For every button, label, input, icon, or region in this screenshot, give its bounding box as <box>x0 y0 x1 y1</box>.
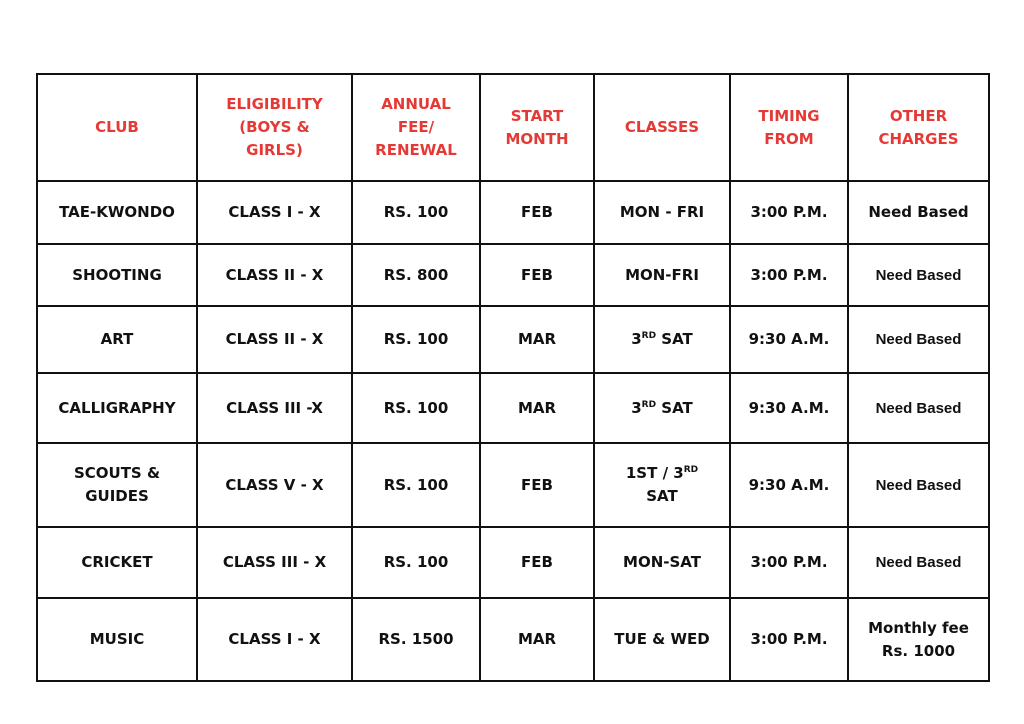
table-row <box>37 443 989 527</box>
start-month-cell: FEB <box>480 181 594 244</box>
header-start-month: START MONTH <box>480 74 594 181</box>
timing-cell: 3:00 P.M. <box>730 181 848 244</box>
fee-cell: RS. 100 <box>352 306 480 373</box>
timing-cell: 3:00 P.M. <box>730 527 848 598</box>
club-cell: SCOUTS & GUIDES <box>37 443 197 527</box>
eligibility-cell: CLASS III -X <box>197 373 352 443</box>
header-classes: CLASSES <box>594 74 730 181</box>
table-row <box>37 244 989 306</box>
header-row <box>37 74 989 181</box>
start-month-cell: FEB <box>480 443 594 527</box>
timing-cell: 3:00 P.M. <box>730 598 848 681</box>
other-charges-cell: Need Based <box>848 306 989 373</box>
club-cell: CALLIGRAPHY <box>37 373 197 443</box>
header-other-charges: OTHER CHARGES <box>848 74 989 181</box>
fee-cell: RS. 100 <box>352 443 480 527</box>
eligibility-cell: CLASS II - X <box>197 306 352 373</box>
header-eligibility: ELIGIBILITY (BOYS & GIRLS) <box>197 74 352 181</box>
classes-cell: TUE & WED <box>594 598 730 681</box>
eligibility-cell: CLASS III - X <box>197 527 352 598</box>
classes-cell: 3RD SAT <box>594 306 730 373</box>
table-row <box>37 181 989 244</box>
classes-cell: MON-SAT <box>594 527 730 598</box>
other-charges-cell: Need Based <box>848 373 989 443</box>
eligibility-cell: CLASS I - X <box>197 598 352 681</box>
start-month-cell: FEB <box>480 244 594 306</box>
eligibility-cell: CLASS I - X <box>197 181 352 244</box>
start-month-cell: MAR <box>480 306 594 373</box>
timing-cell: 9:30 A.M. <box>730 373 848 443</box>
timing-cell: 3:00 P.M. <box>730 244 848 306</box>
fee-cell: RS. 100 <box>352 373 480 443</box>
club-cell: TAE-KWONDO <box>37 181 197 244</box>
other-charges-cell: Monthly fee Rs. 1000 <box>848 598 989 681</box>
timing-cell: 9:30 A.M. <box>730 443 848 527</box>
start-month-cell: MAR <box>480 373 594 443</box>
classes-cell: 1ST / 3RD SAT <box>594 443 730 527</box>
header-annual-fee: ANNUAL FEE/ RENEWAL <box>352 74 480 181</box>
table-row <box>37 373 989 443</box>
club-cell: CRICKET <box>37 527 197 598</box>
club-cell: SHOOTING <box>37 244 197 306</box>
header-timing: TIMING FROM <box>730 74 848 181</box>
header-club: CLUB <box>37 74 197 181</box>
club-schedule-table <box>36 73 990 682</box>
other-charges-cell: Need Based <box>848 443 989 527</box>
other-charges-cell: Need Based <box>848 244 989 306</box>
club-cell: MUSIC <box>37 598 197 681</box>
table-row <box>37 306 989 373</box>
table-row <box>37 598 989 681</box>
fee-cell: RS. 100 <box>352 181 480 244</box>
table-row <box>37 527 989 598</box>
fee-cell: RS. 100 <box>352 527 480 598</box>
start-month-cell: FEB <box>480 527 594 598</box>
classes-cell: MON-FRI <box>594 244 730 306</box>
eligibility-cell: CLASS V - X <box>197 443 352 527</box>
other-charges-cell: Need Based <box>848 527 989 598</box>
club-cell: ART <box>37 306 197 373</box>
classes-cell: 3RD SAT <box>594 373 730 443</box>
start-month-cell: MAR <box>480 598 594 681</box>
other-charges-cell: Need Based <box>848 181 989 244</box>
fee-cell: RS. 1500 <box>352 598 480 681</box>
fee-cell: RS. 800 <box>352 244 480 306</box>
classes-cell: MON - FRI <box>594 181 730 244</box>
eligibility-cell: CLASS II - X <box>197 244 352 306</box>
timing-cell: 9:30 A.M. <box>730 306 848 373</box>
